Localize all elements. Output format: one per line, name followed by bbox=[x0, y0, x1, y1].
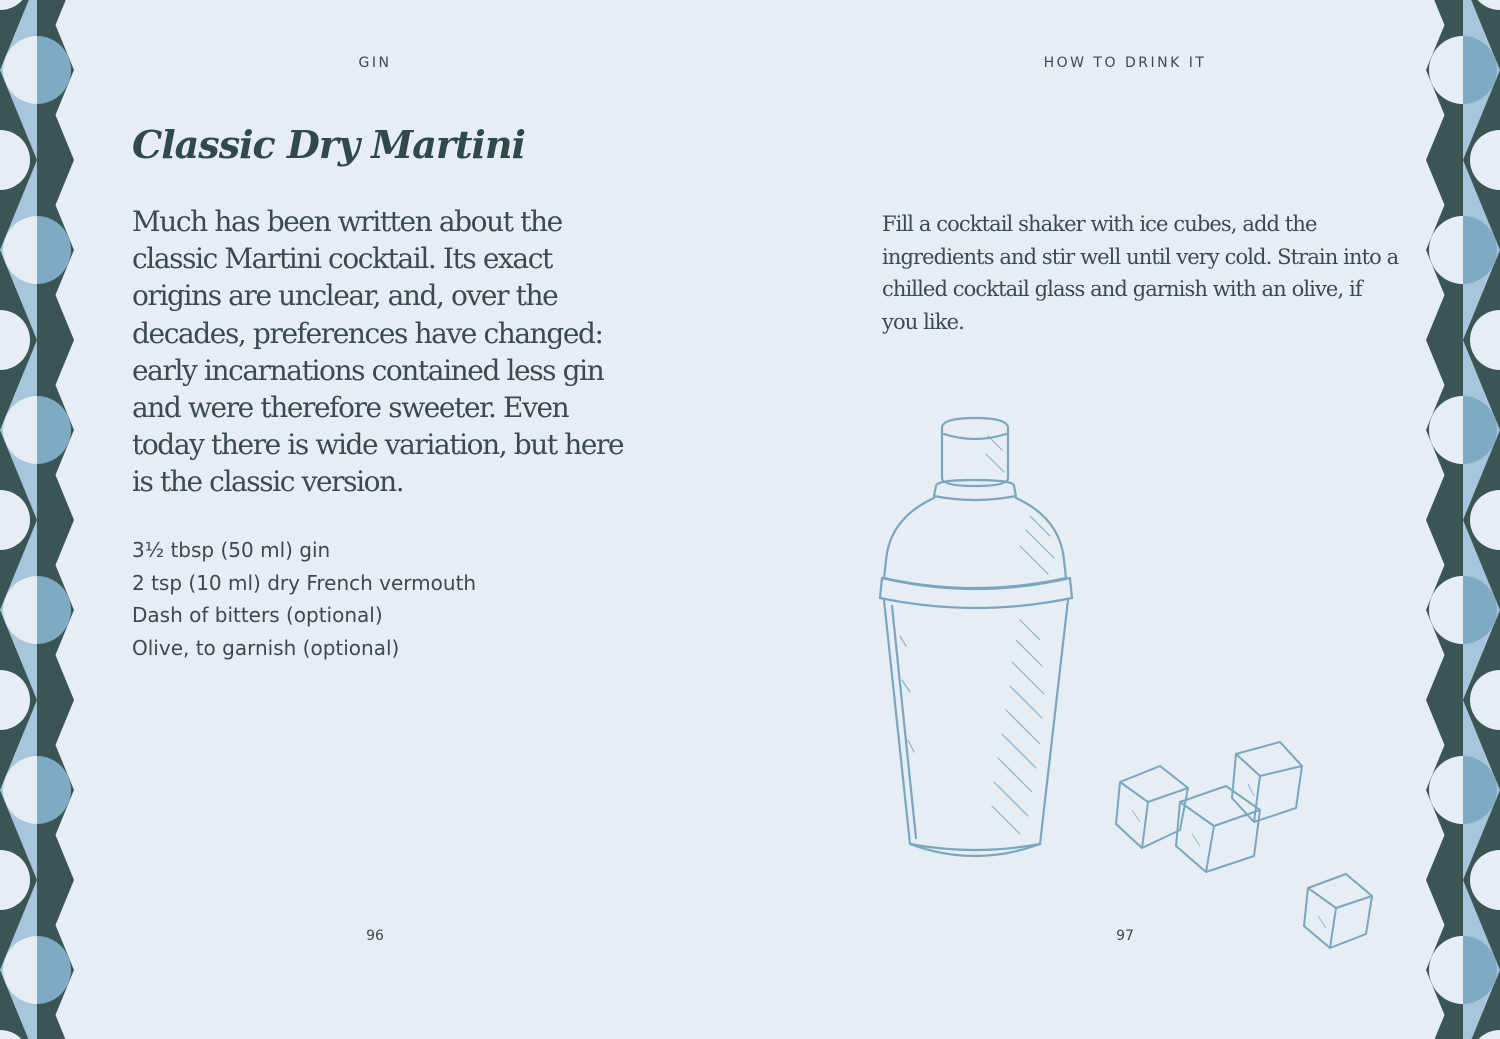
cocktail-illustration bbox=[870, 410, 1400, 970]
decorative-border-left bbox=[0, 0, 74, 1039]
ingredient-item: Olive, to garnish (optional) bbox=[132, 635, 400, 660]
ingredient-list bbox=[132, 534, 632, 664]
recipe-intro: Much has been written about the classic Martini cocktail. Its exact origins are unclear, and, over the decades, preferences have changed: early incarnations contained less gin and were therefore sweeter. Even today there is wide variation, but here is the classic version. bbox=[132, 205, 624, 499]
recipe-title: Classic Dry Martini bbox=[132, 122, 525, 167]
ingredient-item: 2 tsp (10 ml) dry French vermouth bbox=[132, 570, 477, 595]
recipe-method: Fill a cocktail shaker with ice cubes, add the ingredients and stir well until very cold. Strain into a chilled cocktail glass and garnish with an olive, if you like. bbox=[882, 212, 1399, 335]
ice-cube-icon bbox=[1116, 742, 1372, 948]
page-number-left: 96 bbox=[366, 928, 384, 944]
decorative-border-right bbox=[1426, 0, 1500, 1039]
ingredient-item: Dash of bitters (optional) bbox=[132, 603, 383, 627]
running-head-right: HOW TO DRINK IT bbox=[1043, 55, 1207, 71]
page-number-right: 97 bbox=[1116, 928, 1134, 944]
running-head-left: GIN bbox=[358, 55, 392, 71]
ingredient-item: 3½ tbsp (50 ml) gin bbox=[132, 538, 331, 562]
cocktail-shaker-icon bbox=[880, 418, 1072, 856]
